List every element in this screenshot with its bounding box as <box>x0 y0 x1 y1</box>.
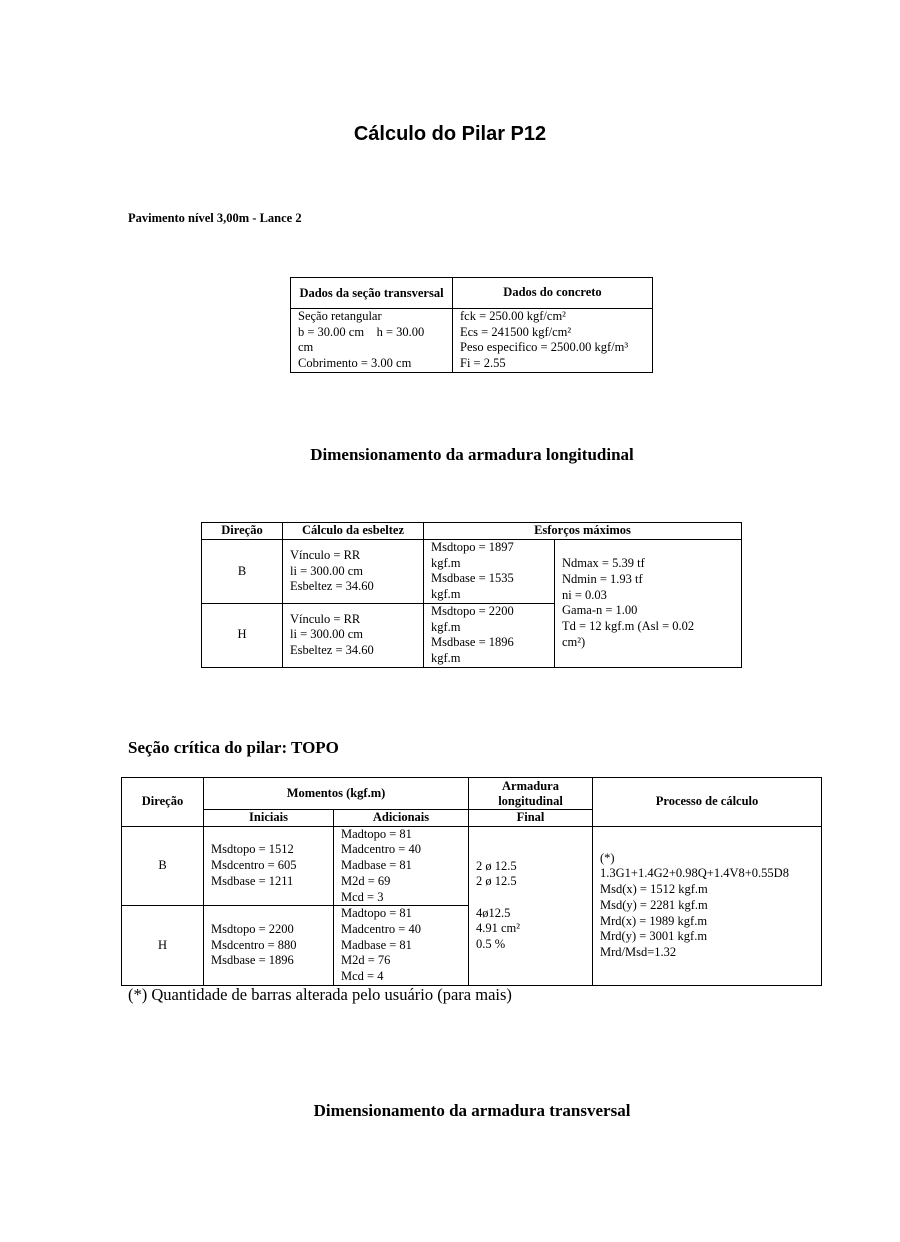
direcao-cell: B <box>122 826 204 906</box>
iniciais-cell <box>204 906 334 986</box>
momentos-cell <box>424 603 555 667</box>
iniciais-line: Msdcentro = 880 <box>211 937 297 952</box>
header-iniciais: Iniciais <box>204 810 334 827</box>
esbeltez-line: li = 300.00 cm <box>290 627 364 642</box>
iniciais-line: Msdtopo = 1512 <box>211 842 294 857</box>
momento-line: Msdbase = 1535 <box>431 571 514 586</box>
processo-line: Mrd(y) = 3001 kgf.m <box>600 929 708 944</box>
armadura-line: 4.91 cm² <box>476 921 521 936</box>
secao-critica-heading: Seção crítica do pilar: TOPO <box>128 738 339 757</box>
section-data-table <box>290 277 653 373</box>
esbeltez-cell <box>283 540 424 604</box>
header-processo: Processo de cálculo <box>593 778 822 827</box>
concreto-line: fck = 250.00 kgf/cm² <box>460 309 566 323</box>
momento-line: kgf.m <box>431 619 461 634</box>
esforco-line: Ndmin = 1.93 tf <box>562 571 643 586</box>
header-secao: Dados da seção transversal <box>291 278 453 309</box>
page-title: Cálculo do Pilar P12 <box>353 123 547 145</box>
direcao-cell: B <box>202 540 283 604</box>
critical-section-table <box>121 777 822 986</box>
direcao-cell: H <box>122 906 204 986</box>
adicionais-line: Madcentro = 40 <box>341 921 421 936</box>
iniciais-line: Msdbase = 1896 <box>211 953 294 968</box>
transversal-heading: Dimensionamento da armadura transversal <box>313 1101 631 1120</box>
user-note: (*) Quantidade de barras alterada pelo usuário (para mais) <box>128 985 512 1004</box>
header-final: Final <box>469 810 593 827</box>
armadura-line: 4ø12.5 <box>476 905 511 920</box>
adicionais-cell <box>334 826 469 906</box>
esbeltez-line: Vínculo = RR <box>290 547 361 562</box>
esforco-line: Ndmax = 5.39 tf <box>562 556 645 571</box>
concreto-cell <box>453 309 653 373</box>
adicionais-line: Mcd = 3 <box>341 889 384 904</box>
adicionais-line: Madbase = 81 <box>341 858 412 873</box>
processo-line: Msd(y) = 2281 kgf.m <box>600 897 708 912</box>
armadura-line <box>476 890 585 906</box>
momentos-cell <box>424 540 555 604</box>
adicionais-line: M2d = 69 <box>341 873 391 888</box>
adicionais-line: Madbase = 81 <box>341 937 412 952</box>
momento-line: Msdtopo = 1897 <box>431 540 514 554</box>
esforco-line: Gama-n = 1.00 <box>562 603 638 618</box>
processo-line: 1.3G1+1.4G2+0.98Q+1.4V8+0.55D8 <box>600 866 789 881</box>
concreto-line: Peso especifico = 2500.00 kgf/m³ <box>460 340 629 355</box>
armadura-line: 0.5 % <box>476 937 506 952</box>
armadura-cell <box>469 826 593 985</box>
table-row <box>122 826 822 906</box>
secao-line: Cobrimento = 3.00 cm <box>298 356 412 371</box>
processo-line: Msd(x) = 1512 kgf.m <box>600 882 708 897</box>
longitudinal-table <box>201 522 742 668</box>
secao-line: b = 30.00 cm h = 30.00 <box>298 324 425 339</box>
header-armadura: Armadura longitudinal <box>469 778 593 810</box>
adicionais-line: Madtopo = 81 <box>341 826 412 841</box>
processo-line: (*) <box>600 850 615 865</box>
adicionais-line: M2d = 76 <box>341 953 391 968</box>
secao-line: Seção retangular <box>298 309 382 323</box>
esforco-line: Td = 12 kgf.m (Asl = 0.02 <box>562 619 695 634</box>
iniciais-line: Msdtopo = 2200 <box>211 921 294 936</box>
momento-line: Msdtopo = 2200 <box>431 603 514 618</box>
adicionais-cell <box>334 906 469 986</box>
esbeltez-line: Esbeltez = 34.60 <box>290 579 374 594</box>
pavimento-subtitle: Pavimento nível 3,00m - Lance 2 <box>128 211 302 225</box>
concreto-line: Ecs = 241500 kgf/cm² <box>460 324 572 339</box>
table-row <box>202 540 742 604</box>
esforcos-shared-cell <box>555 540 742 668</box>
esforco-line: ni = 0.03 <box>562 587 607 602</box>
iniciais-line: Msdcentro = 605 <box>211 858 297 873</box>
iniciais-line: Msdbase = 1211 <box>211 873 294 888</box>
momento-line: kgf.m <box>431 587 461 602</box>
adicionais-line: Mcd = 4 <box>341 969 384 984</box>
armadura-line: 2 ø 12.5 <box>476 874 517 889</box>
armadura-line: 2 ø 12.5 <box>476 858 517 873</box>
header-esbeltez: Cálculo da esbeltez <box>283 523 424 540</box>
esbeltez-line: Esbeltez = 34.60 <box>290 643 374 658</box>
processo-line: Mrd/Msd=1.32 <box>600 944 677 959</box>
header-adicionais: Adicionais <box>334 810 469 827</box>
adicionais-line: Madcentro = 40 <box>341 842 421 857</box>
header-momentos: Momentos (kgf.m) <box>204 778 469 810</box>
longitudinal-heading: Dimensionamento da armadura longitudinal <box>310 445 634 464</box>
processo-cell <box>593 826 822 985</box>
esbeltez-line: Vínculo = RR <box>290 611 361 626</box>
momento-line: Msdbase = 1896 <box>431 635 514 650</box>
momento-line: kgf.m <box>431 650 461 665</box>
esforco-line: cm²) <box>562 634 586 649</box>
concreto-line: Fi = 2.55 <box>460 356 506 371</box>
secao-cell <box>291 309 453 373</box>
direcao-cell: H <box>202 603 283 667</box>
header-direcao: Direção <box>202 523 283 540</box>
secao-line: cm <box>298 340 314 355</box>
header-esforcos: Esforços máximos <box>424 523 742 540</box>
processo-line: Mrd(x) = 1989 kgf.m <box>600 913 708 928</box>
iniciais-cell <box>204 826 334 906</box>
adicionais-line: Madtopo = 81 <box>341 906 412 921</box>
momento-line: kgf.m <box>431 555 461 570</box>
header-direcao: Direção <box>122 778 204 827</box>
esbeltez-cell <box>283 603 424 667</box>
header-concreto: Dados do concreto <box>453 278 653 309</box>
esbeltez-line: li = 300.00 cm <box>290 563 364 578</box>
